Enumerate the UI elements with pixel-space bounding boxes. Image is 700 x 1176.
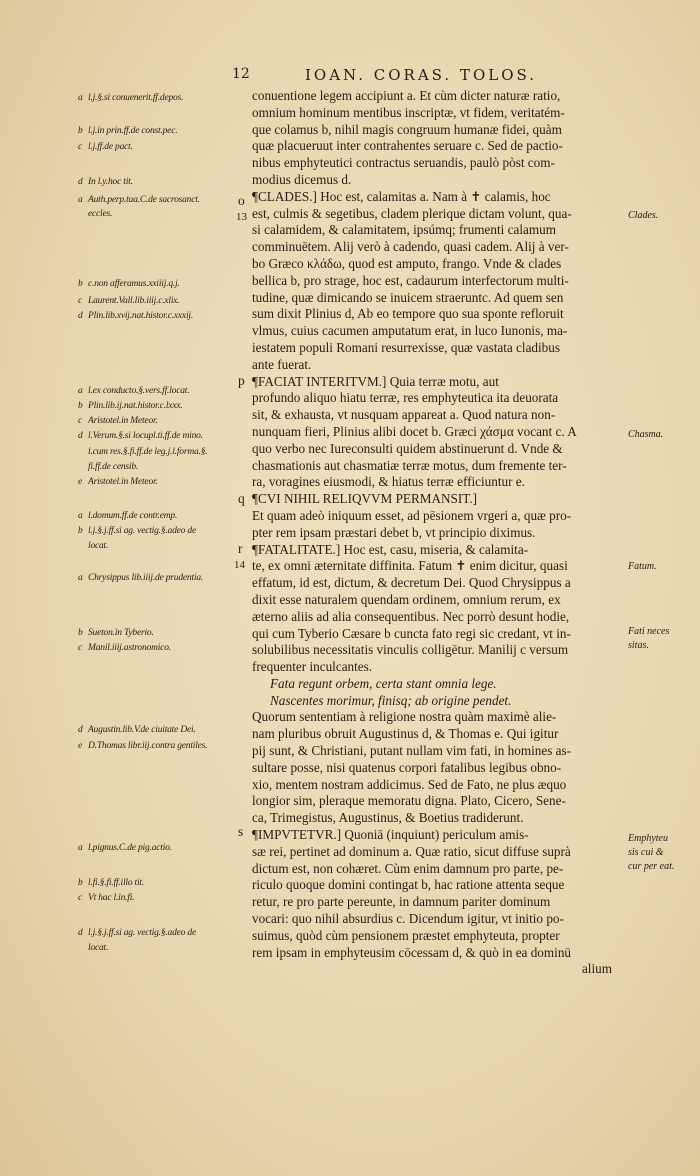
margin-note: c Vt hac l.in.fi. — [78, 893, 135, 903]
margin-note: eccles. — [88, 209, 113, 219]
margin-note: locat. — [88, 943, 109, 953]
margin-note: b Sueton.in Tyberio. — [78, 628, 154, 638]
margin-note: d l.Verum.§.si locupl.ti.ff.de mino. — [78, 431, 203, 441]
right-margin-note-fati-necessitas: Fati neces sitas. — [628, 626, 670, 651]
text-line: dictum est, non cohæret. Cùm enim damnum pro parte, pe- — [252, 860, 564, 876]
section-heading-cui-nihil: ¶CVI NIHIL RELIQVVM PERMANSIT.] — [252, 491, 478, 507]
text-line: comminuētem. Alij verò à cadendo, quasi cadem. Alij à ver- — [252, 239, 569, 255]
verse-line: Fata regunt orbem, certa stant omnia lege. — [270, 675, 497, 691]
section-marker-o: o — [238, 193, 245, 208]
text-line: bellica b, pro strage, hoc est, cadaurum interfectorum multi- — [252, 272, 569, 288]
margin-note: a l.pignus.C.de pig.actio. — [78, 843, 172, 853]
margin-note: e D.Thomas libr.iij.contra gentiles. — [78, 741, 208, 751]
text-line: qui cum Tyberio Cæsare b cuncta fato regi sic credant, vt in- — [252, 625, 571, 641]
margin-note: c l.j.ff.de pact. — [78, 142, 133, 152]
left-margin-notes — [0, 0, 235, 1176]
margin-note: locat. — [88, 541, 109, 551]
text-line: sultare posse, nisi quatenus corpori fatalibus legibus obno- — [252, 759, 562, 775]
text-line: vlmus, cuius cacumen amputatum erat, in luco Iunonis, ma- — [252, 323, 568, 339]
margin-note: d l.j.§.j.ff.si ag. vectig.§.adeo de — [78, 928, 196, 938]
text-line: est, culmis & segetibus, cladem plerique dictam volunt, qua- — [252, 205, 572, 221]
line-number-14: 14 — [234, 559, 245, 571]
text-line: sum dixit Plinius d, Ab eo tempore quo sua sponte refloruit — [252, 306, 564, 322]
right-margin-note-fatum: Fatum. — [628, 561, 657, 572]
line-number-13: 13 — [236, 211, 247, 223]
text-line: frequenter inculcantes. — [252, 659, 373, 675]
text-line: ra, voragines eiusmodi, & hiatus terræ efficiuntur e. — [252, 474, 525, 490]
section-heading-clades: ¶CLADES.] Hoc est, calamitas a. Nam à ✝ calamis, hoc — [252, 188, 551, 204]
section-marker-q: q — [238, 491, 245, 506]
text-line: pij sunt, & Christiani, putant nullam vim fati, in homines as- — [252, 743, 572, 759]
text-line: que colamus b, nihil magis congruum humanæ fidei, quàm — [252, 121, 562, 137]
margin-note: a l.domum.ff.de contr.emp. — [78, 511, 178, 521]
text-line: nam pluribus obruit Augustinus d, & Thomas e. Qui igitur — [252, 726, 559, 742]
margin-note: a Auth.perp.tua.C.de sacrosanct. — [78, 195, 200, 205]
text-line: ante fuerat. — [252, 356, 312, 372]
page-number: 12 — [232, 66, 250, 82]
text-line: rem ipsam in emphyteusim cōcessam d, & quò in ea dominū — [252, 944, 572, 960]
text-line: pter rem ipsam præstari debet b, vt principio diximus. — [252, 524, 536, 540]
margin-note: e Aristotel.in Meteor. — [78, 477, 158, 487]
text-line: sit, & exhausta, vt nusquam appareat a. Quod natura non- — [252, 407, 556, 423]
margin-note: a Chrysippus lib.iiij.de prudentia. — [78, 573, 204, 583]
margin-note: b l.j.in prin.ff.de const.pec. — [78, 126, 178, 136]
text-line: nunquam fieri, Plinius alibi docet b. Græci χάσμα vocant c. A — [252, 423, 577, 439]
text-line: xio, mentem nostram addicimus. Sed de Fato, ne plus æquo — [252, 776, 567, 792]
margin-note: b Plin.lib.ij.nat.histor.c.lxxx. — [78, 401, 183, 411]
margin-note: c Aristotel.in Meteor. — [78, 416, 158, 426]
main-text-column — [252, 88, 622, 978]
text-line: si calamidem, & calamitatem, ipsúmq; frumenti calamum — [252, 222, 556, 238]
text-line: nibus emphyteutici contractus seruandis, paulò pòst com- — [252, 155, 555, 171]
text-line: riculo quoque domini contingat b, hac ratione attenta seque — [252, 877, 565, 893]
margin-note: a l.j.§.si conuenerit.ff.depos. — [78, 93, 184, 103]
text-line: Et quam adeò iniquum esset, ad pēsionem vrgeri a, quæ pro- — [252, 507, 572, 523]
text-line: tudine, quæ dimicando se inuicem straeruntc. Ad quem sen — [252, 289, 564, 305]
text-line: Quorum sententiam à religione nostra quàm maximè alie- — [252, 709, 557, 725]
text-line: te, ex omni æternitate diffinita. Fatum ✝ enim dicitur, quasi — [252, 558, 568, 574]
section-marker-s: s — [238, 824, 244, 839]
text-line: sæ rei, pertinet ad dominum a. Quæ ratio, sicut diffuse suprà — [252, 843, 571, 859]
text-line: vocari: quo nihil absurdius c. Dicendum igitur, vt initio po- — [252, 911, 564, 927]
text-line: iestatem populi Romani resurrexisse, quæ vastata cladibus — [252, 339, 561, 355]
text-line: effatum, id est, dictum, & decretum Dei. Quod Chrysippus a — [252, 575, 571, 591]
text-line: ca, Trimegistus, Augustinus, & Boetius tradiderunt. — [252, 810, 524, 826]
right-margin-note-emphyteusis: Emphyteu sis cui & cur per eat. — [628, 833, 675, 872]
margin-note: c Manil.iiij.astronomico. — [78, 643, 171, 653]
text-line: bo Græco κλάδω, quod est amputo, frango. Vnde & clades — [252, 255, 562, 271]
text-line: modius dicemus d. — [252, 171, 352, 187]
margin-note: b l.j.§.j.ff.si ag. vectig.§.adeo de — [78, 526, 196, 536]
text-line: dixit esse naturalem quendam ordinem, omnium rerum, ex — [252, 591, 561, 607]
verse-line: Nascentes morimur, finisq; ab origine pendet. — [270, 692, 512, 708]
text-line: quo verbo nec Iureconsulti quidem abstinuerunt d. Vnde & — [252, 440, 563, 456]
section-marker-p: p — [238, 373, 245, 388]
right-margin-note-chasma: Chasma. — [628, 429, 664, 440]
margin-note: d Plin.lib.xvij.nat.histor.c.xxxij. — [78, 311, 194, 321]
text-line: profundo aliquo hiatu terræ, res emphyteutica ita deuorata — [252, 390, 559, 406]
text-line: omnium hominum mentibus inscriptæ, vt fidem, veritatém- — [252, 104, 565, 120]
margin-note: d In l.y.hoc tit. — [78, 177, 133, 187]
section-marker-r: r — [238, 541, 243, 556]
section-heading-imputetur: ¶IMPVTETVR.] Quoniā (inquiunt) periculum amis- — [252, 827, 529, 843]
margin-note: l.cum res.§.fi.ff.de leg.j.l.forma.§. — [88, 447, 208, 457]
margin-note: b l.fi.§.fi.ff.illo tit. — [78, 878, 145, 888]
margin-note: c Laurent.Vall.lib.iiij.c.xlix. — [78, 296, 180, 306]
catchword: alium — [581, 961, 612, 977]
text-line: retur, re pro parte pereunte, in damnum pariter dominum — [252, 894, 551, 910]
margin-note: a l.ex conducto.§.vers.ff.locat. — [78, 386, 190, 396]
margin-note: d Augustin.lib.V.de ciuitate Dei. — [78, 725, 196, 735]
text-line: conuentione legem accipiunt a. Et cùm dicter naturæ ratio, — [252, 88, 561, 103]
text-line: longior sim, pleraque memoratu digna. Plato, Cicero, Sene- — [252, 793, 566, 809]
text-line: solubilibus necessitatis vinculis colligētur. Manilij c versum — [252, 642, 569, 658]
text-line: chasmationis aut chasmatiæ terræ motus, dum fremente ter- — [252, 457, 567, 473]
margin-note: fi.ff.de censib. — [88, 462, 139, 472]
right-margin-note-clades: Clades. — [628, 210, 659, 221]
section-heading-faciat-interitum: ¶FACIAT INTERITVM.] Quia terræ motu, aut — [252, 373, 499, 389]
text-line: æterno aliis ad alia consequentibus. Nec porrò desunt hodie, — [252, 608, 570, 624]
margin-note: b c.non afferamus.xxiiij.q.j. — [78, 279, 180, 289]
text-line: suimus, quòd cùm pensionem præstet emphyteuta, propter — [252, 927, 560, 943]
running-head: IOAN. CORAS. TOLOS. — [305, 66, 538, 84]
text-line: quæ placueruut inter contrahentes seruare c. Sed de pactio- — [252, 138, 563, 154]
section-heading-fatalitate: ¶FATALITATE.] Hoc est, casu, miseria, & calamita- — [252, 541, 529, 557]
